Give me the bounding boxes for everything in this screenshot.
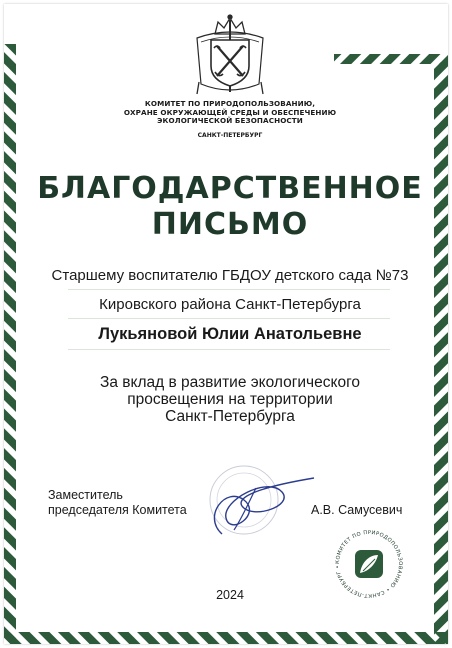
signer-position (48, 488, 187, 518)
recipient-district: Кировского района Санкт-Петербурга (99, 296, 361, 313)
letter-title (24, 171, 436, 243)
title-line-1: БЛАГОДАРСТВЕННОЕ (37, 171, 423, 206)
recipient-name: Лукьяновой Юлии Анатольевне (98, 325, 362, 343)
committee-line-3: ЭКОЛОГИЧЕСКОЙ БЕЗОПАСНОСТИ (157, 116, 303, 126)
divider-line (68, 289, 390, 290)
issue-year: 2024 (216, 588, 244, 602)
gratitude-reason (44, 374, 416, 425)
recipient-position: Старшему воспитателю ГБДОУ детского сада №73 (51, 267, 409, 284)
reason-line-1: За вклад в развитие экологического (99, 374, 361, 391)
committee-round-logo-icon (330, 525, 408, 603)
signer-position-line-1: Заместитель (48, 488, 123, 502)
reason-line-2: просвещения на территории (127, 391, 333, 408)
top-frame-band (334, 54, 448, 64)
committee-line-2: ОХРАНЕ ОКРУЖАЮЩЕЙ СРЕДЫ И ОБЕСПЕЧЕНИЮ (123, 107, 337, 117)
letter-page (4, 4, 448, 644)
right-frame-band (434, 62, 448, 644)
coat-of-arms-icon (185, 12, 275, 98)
committee-line-1: КОМИТЕТ ПО ПРИРОДОПОЛЬЗОВАНИЮ, (144, 99, 316, 108)
logo-ring-text: КОМИТЕТ ПО ПРИРОДОПОЛЬЗОВАНИЮ • САНКТ-ПЕТЕРБУРГ • (334, 529, 404, 599)
bottom-frame-band (4, 632, 448, 644)
signer-name: А.В. Самусевич (311, 503, 403, 517)
signer-position-line-2: председателя Комитета (48, 503, 187, 517)
reason-line-3: Санкт-Петербурга (165, 408, 295, 425)
left-frame-band (4, 44, 16, 644)
signature-and-stamp (182, 456, 322, 544)
committee-city: САНКТ-ПЕТЕРБУРГ (197, 132, 263, 139)
divider-line (68, 349, 390, 350)
title-line-2: ПИСЬМО (151, 207, 309, 242)
committee-name (100, 100, 360, 126)
divider-line (68, 318, 390, 319)
